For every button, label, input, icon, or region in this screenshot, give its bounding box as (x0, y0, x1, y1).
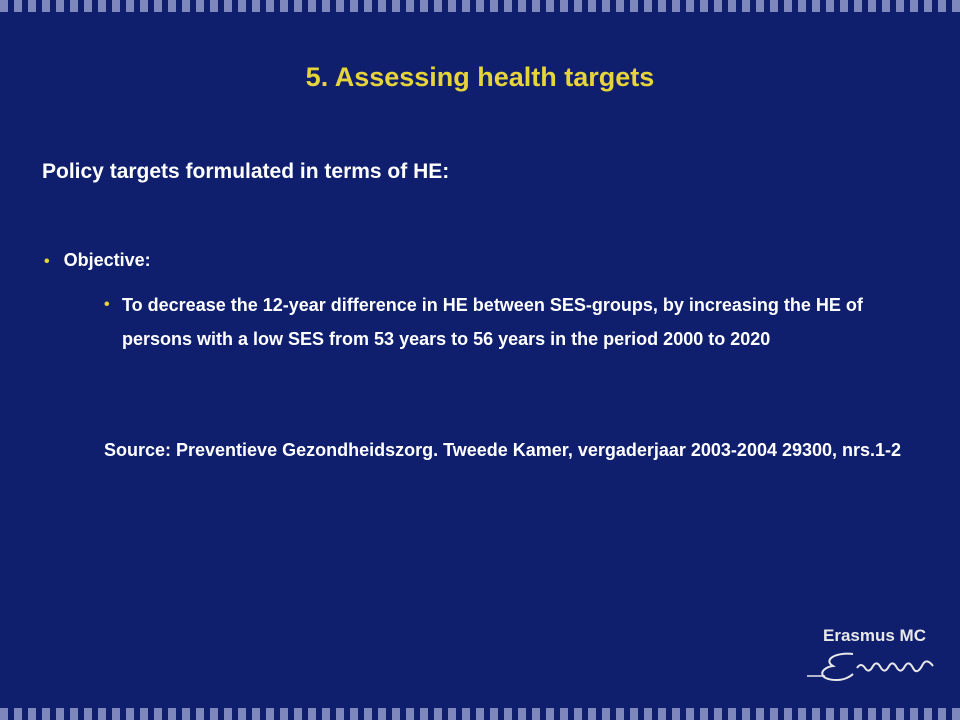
slide-subheading: Policy targets formulated in terms of HE: (42, 160, 450, 183)
erasmus-signature-icon (805, 646, 940, 686)
logo-name: Erasmus MC (823, 626, 926, 645)
bullet-objective-detail (104, 288, 904, 356)
bullet-objective-detail-text: To decrease the 12-year difference in HE between SES-groups, by increasing the HE of persons with a low SES from 53 years to 56 years in the period 2000 to 2020 (122, 295, 863, 349)
bottom-dotted-border (0, 708, 960, 720)
slide-title: 5. Assessing health targets (305, 62, 655, 92)
bullet-objective-text: Objective: (63, 250, 151, 270)
bullet-objective (44, 250, 151, 271)
erasmus-mc-logo (805, 626, 945, 686)
bullet-dot-icon: • (104, 296, 110, 313)
bullet-dot-icon: • (44, 253, 50, 270)
source-citation: Source: Preventieve Gezondheidszorg. Tweede Kamer, vergaderjaar 2003-2004 29300, nrs.1-2 (104, 440, 902, 460)
top-dotted-border (0, 0, 960, 12)
